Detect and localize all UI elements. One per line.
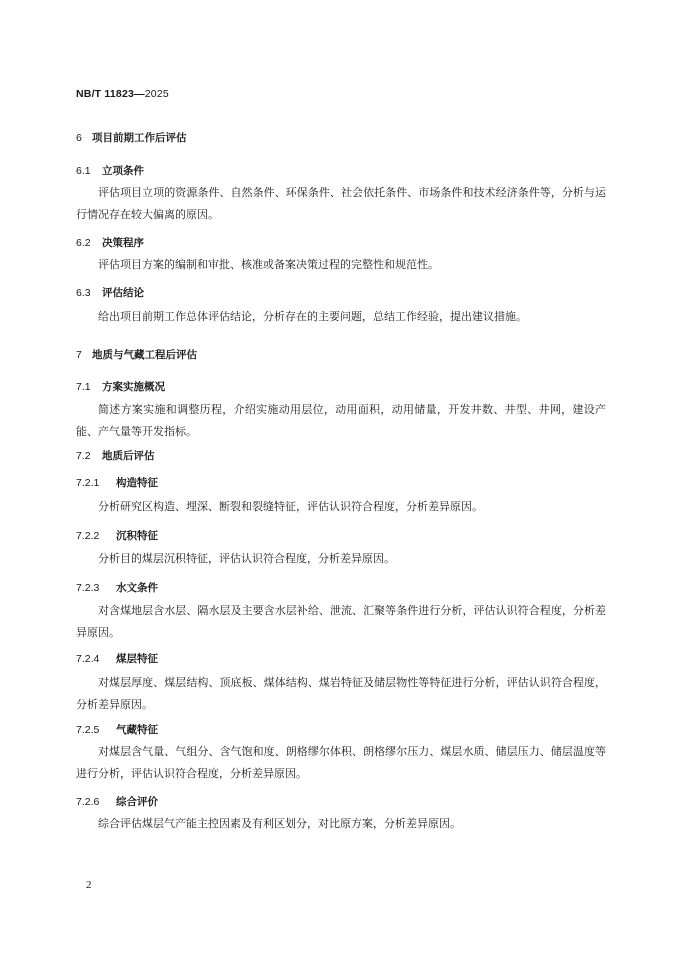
paragraph-7-1: 简述方案实施和调整历程，介绍实施动用层位，动用面积，动用储量，开发井数、井型、井网，建设产能、产气量等开发指标。 <box>76 403 606 438</box>
standard-number: 11823 <box>101 88 135 100</box>
heading-number: 7.2.3 <box>76 582 100 594</box>
paragraph-6-2: 评估项目方案的编制和审批、核准或备案决策过程的完整性和规范性。 <box>98 258 439 271</box>
paragraph-7-2-5: 对煤层含气量、气组分、含气饱和度、朗格缪尔体积、朗格缪尔压力、煤层水质、储层压力、储层温度等进行分析，评估认识符合程度，分析差异原因。 <box>76 745 606 780</box>
heading-title: 立项条件 <box>102 165 144 177</box>
standard-prefix: NB/T <box>76 88 102 100</box>
paragraph-7-2-2: 分析目的煤层沉积特征，评估认识符合程度，分析差异原因。 <box>98 552 395 565</box>
heading-6 <box>76 130 187 145</box>
heading-7-2-4 <box>76 651 158 666</box>
paragraph-6-3: 给出项目前期工作总体评估结论，分析存在的主要问题，总结工作经验，提出建议措施。 <box>98 310 527 323</box>
heading-number: 7.1 <box>76 381 91 393</box>
heading-7-2 <box>76 448 155 463</box>
heading-6-1 <box>76 163 144 178</box>
heading-number: 7.2.1 <box>76 477 100 489</box>
heading-number: 7.2 <box>76 450 91 462</box>
paragraph-7-2-4: 对煤层厚度、煤层结构、顶底板、煤体结构、煤岩特征及储层物性等特征进行分析，评估认识符合程度，分析差异原因。 <box>76 676 606 711</box>
heading-title: 综合评价 <box>116 796 158 808</box>
standard-dash: — <box>134 88 145 100</box>
heading-number: 7.2.5 <box>76 724 100 736</box>
paragraph-7-2-3: 对含煤地层含水层、隔水层及主要含水层补给、泄流、汇聚等条件进行分析，评估认识符合程度，分析差异原因。 <box>76 604 606 639</box>
heading-7-2-1 <box>76 475 158 490</box>
heading-title: 地质与气藏工程后评估 <box>92 349 197 361</box>
heading-7-2-3 <box>76 580 158 595</box>
heading-7 <box>76 347 197 362</box>
paragraph-7-2-1: 分析研究区构造、埋深、断裂和裂缝特征，评估认识符合程度，分析差异原因。 <box>98 500 483 513</box>
heading-number: 6.2 <box>76 237 91 249</box>
heading-title: 决策程序 <box>102 237 144 249</box>
heading-7-2-5 <box>76 722 158 737</box>
heading-title: 评估结论 <box>102 287 144 299</box>
page-number: 2 <box>86 879 92 891</box>
heading-number: 6.1 <box>76 165 91 177</box>
heading-number: 7.2.2 <box>76 530 100 542</box>
heading-title: 方案实施概况 <box>102 381 165 393</box>
heading-title: 水文条件 <box>116 582 158 594</box>
heading-title: 煤层特征 <box>116 653 158 665</box>
heading-title: 气藏特征 <box>116 724 158 736</box>
heading-number: 7.2.6 <box>76 796 100 808</box>
heading-number: 7 <box>76 349 82 361</box>
standard-code <box>76 88 169 100</box>
paragraph-7-2-6: 综合评估煤层气产能主控因素及有利区划分，对比原方案，分析差异原因。 <box>98 817 461 830</box>
paragraph-6-1: 评估项目立项的资源条件、自然条件、环保条件、社会依托条件、市场条件和技术经济条件等，分析与运行情况存在较大偏离的原因。 <box>76 186 606 221</box>
heading-number: 6.3 <box>76 287 91 299</box>
heading-7-1 <box>76 379 165 394</box>
heading-6-3 <box>76 285 144 300</box>
heading-number: 7.2.4 <box>76 653 100 665</box>
heading-title: 构造特征 <box>116 477 158 489</box>
heading-number: 6 <box>76 132 82 144</box>
heading-7-2-6 <box>76 794 158 809</box>
heading-title: 地质后评估 <box>102 450 155 462</box>
standard-year: 2025 <box>144 88 169 100</box>
heading-6-2 <box>76 235 144 250</box>
heading-7-2-2 <box>76 528 158 543</box>
heading-title: 项目前期工作后评估 <box>92 132 187 144</box>
heading-title: 沉积特征 <box>116 530 158 542</box>
